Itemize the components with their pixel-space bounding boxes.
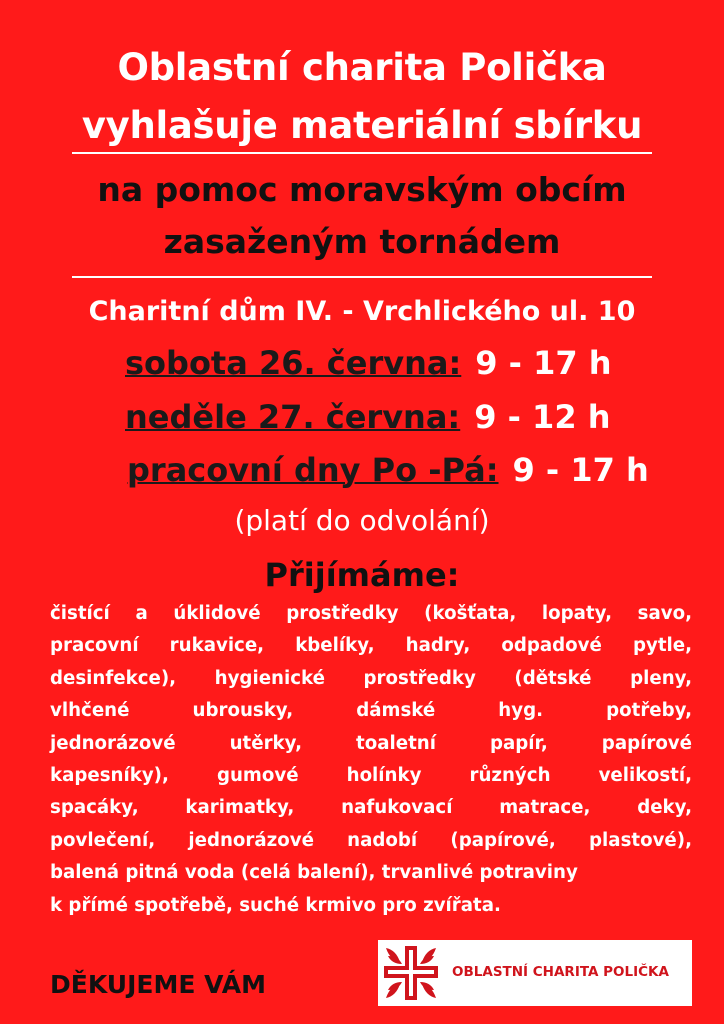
title-line-1: Oblastní charita Polička [117, 46, 607, 89]
items-line: desinfekce), hygienické prostředky (dětské pleny, [50, 667, 692, 689]
schedule-day: pracovní dny Po -Pá: [127, 451, 499, 489]
validity-note: (platí do odvolání) [234, 504, 490, 537]
title-line-2: vyhlašuje materiální sbírku [81, 104, 643, 147]
items-line: balená pitná voda (celá balení), trvanlivé potraviny [50, 862, 578, 884]
logo-text: OBLASTNÍ CHARITA POLIČKA [452, 964, 669, 980]
subtitle-line-2: zasaženým tornádem [163, 222, 561, 261]
items-line: k přímé spotřebě, suché krmivo pro zvířata. [50, 894, 501, 916]
items-line: jednorázové utěrky, toaletní papír, papírové [50, 732, 692, 754]
schedule-time: 9 - 17 h [512, 451, 649, 489]
items-line: povlečení, jednorázové nadobí (papírové, plastové), [50, 829, 692, 851]
location: Charitní dům IV. - Vrchlického ul. 10 [88, 296, 636, 327]
subtitle-divider [72, 276, 652, 278]
schedule-day: sobota 26. června: [125, 344, 462, 382]
schedule-time: 9 - 17 h [475, 344, 612, 382]
items-line: pracovní rukavice, kbelíky, hadry, odpadové pytle, [50, 635, 692, 657]
accept-heading: Přijímáme: [264, 556, 460, 594]
subtitle-line-1: na pomoc moravským obcím [97, 170, 627, 209]
charita-logo [378, 940, 692, 1006]
accepted-items [50, 598, 692, 922]
schedule-row [125, 344, 612, 382]
charita-cross-logo-icon [380, 942, 442, 1004]
schedule-row [125, 398, 611, 436]
schedule-time: 9 - 12 h [474, 398, 611, 436]
items-line: vlhčené ubrousky, dámské hyg. potřeby, [50, 700, 692, 722]
items-line: spacáky, karimatky, nafukovací matrace, deky, [50, 797, 692, 819]
thanks-text: DĚKUJEME VÁM [50, 970, 266, 999]
items-line: kapesníky), gumové holínky různých velikostí, [50, 765, 692, 787]
title-divider [72, 152, 652, 154]
schedule-day: neděle 27. června: [125, 398, 461, 436]
schedule-row [127, 451, 649, 489]
items-line: čistící a úklidové prostředky (košťata, lopaty, savo, [50, 603, 692, 624]
